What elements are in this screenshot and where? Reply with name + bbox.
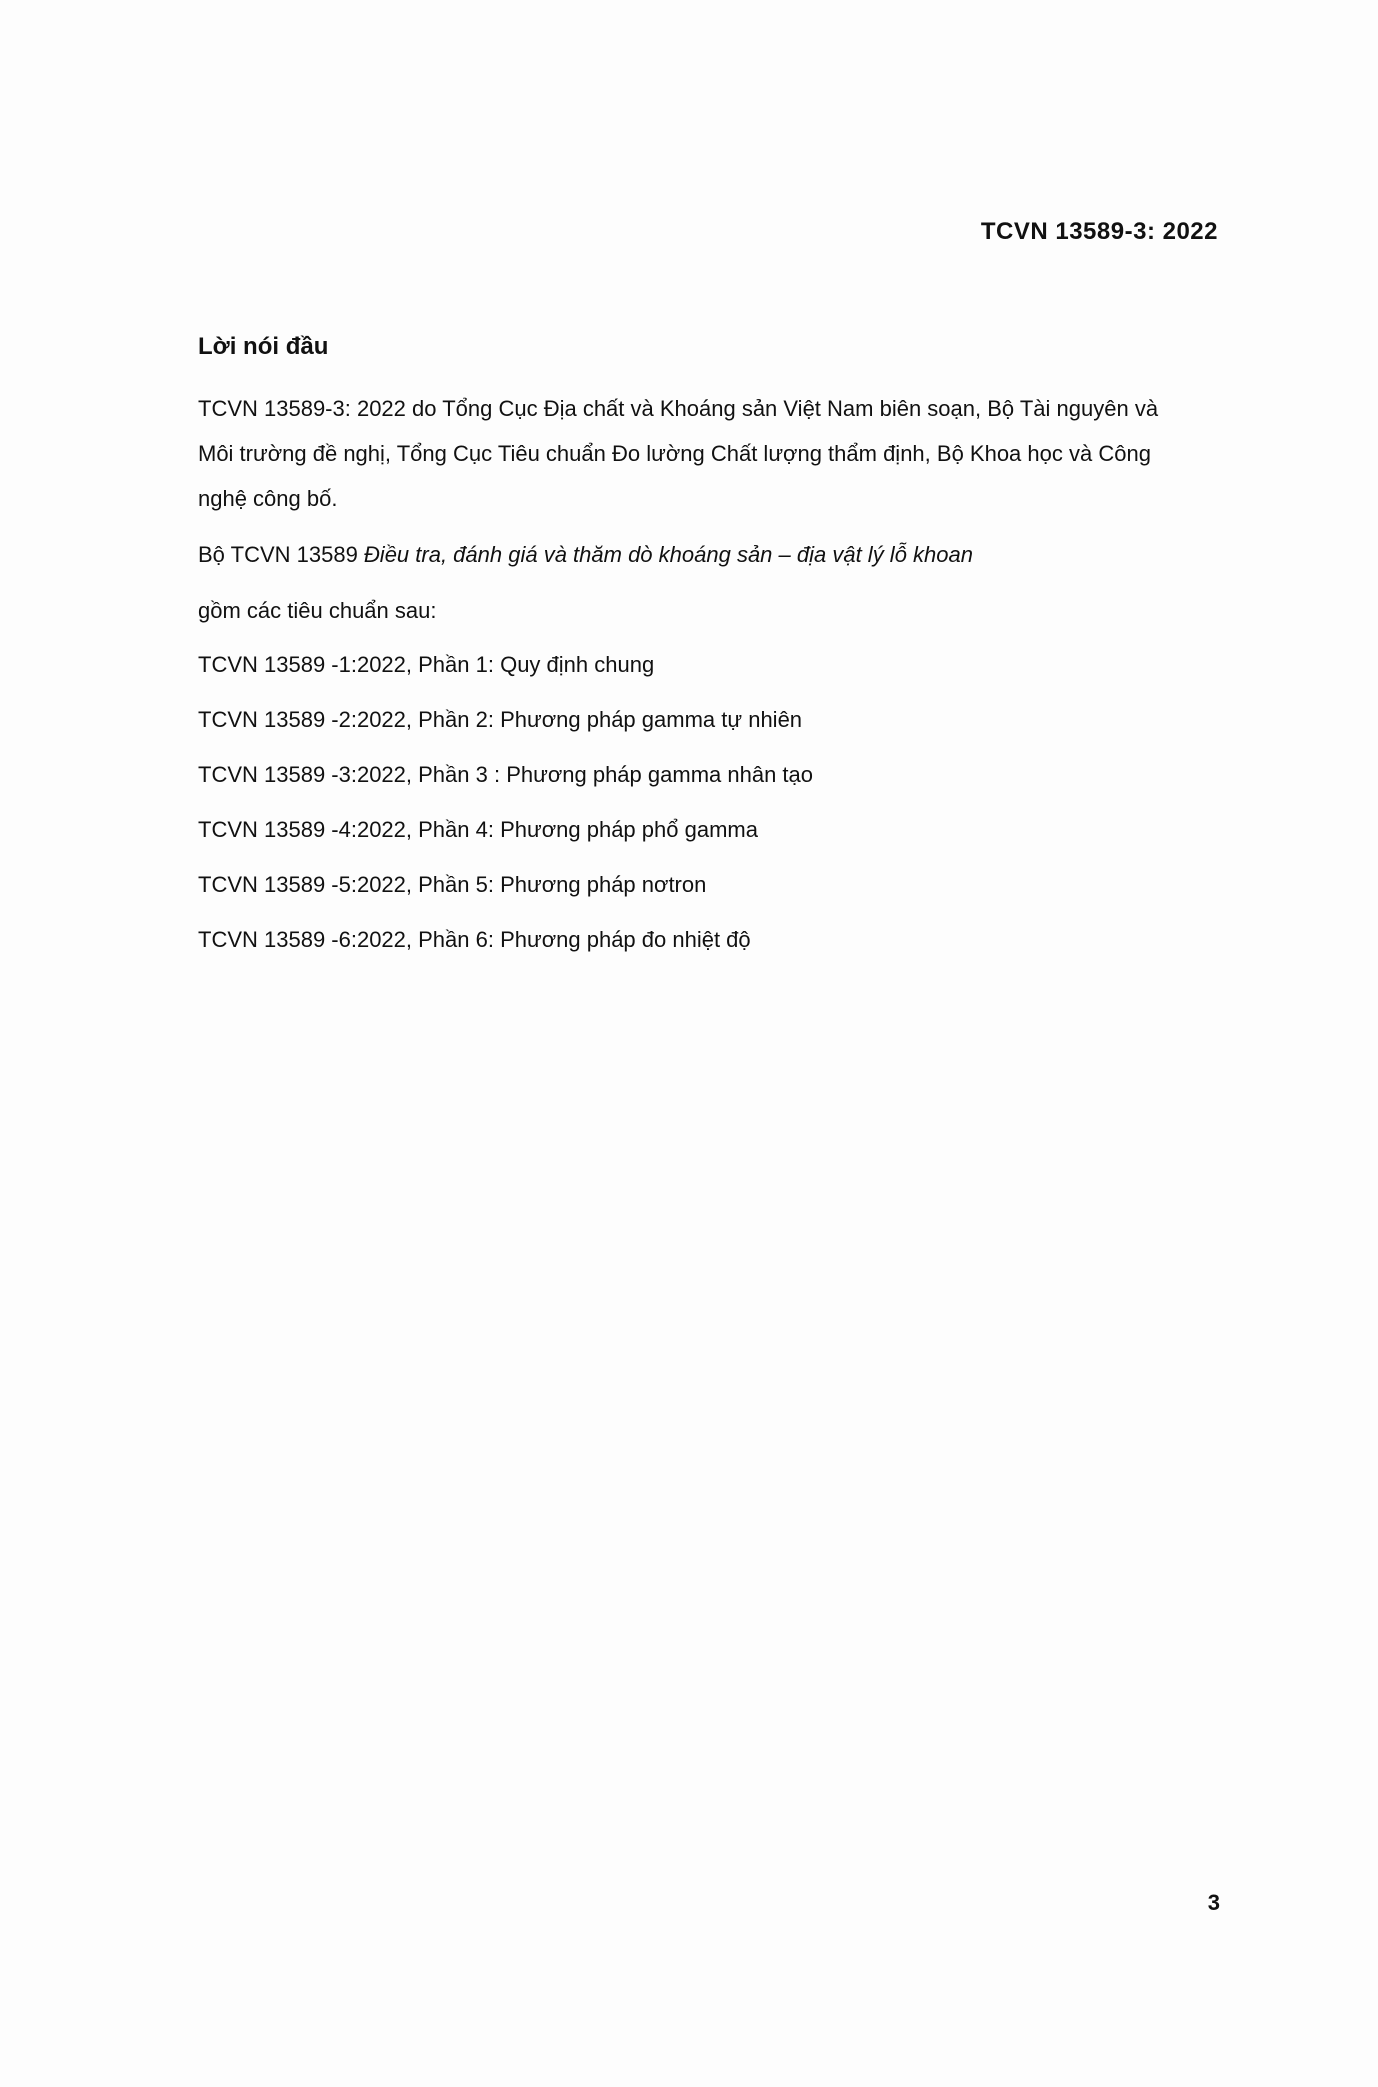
list-item: TCVN 13589 -4:2022, Phần 4: Phương pháp phổ gamma	[198, 817, 758, 842]
page-number: 3	[1207, 1890, 1220, 1915]
foreword-heading: Lời nói đầu	[198, 333, 329, 360]
series-prefix: Bộ TCVN 13589	[198, 542, 364, 567]
list-item: TCVN 13589 -5:2022, Phần 5: Phương pháp nơtron	[198, 872, 707, 897]
list-item: TCVN 13589 -6:2022, Phần 6: Phương pháp đo nhiệt độ	[198, 927, 751, 952]
list-item: TCVN 13589 -1:2022, Phần 1: Quy định chung	[198, 652, 655, 677]
standard-code-header: TCVN 13589-3: 2022	[980, 218, 1218, 245]
list-item: TCVN 13589 -2:2022, Phần 2: Phương pháp gamma tự nhiên	[198, 707, 803, 732]
list-item: TCVN 13589 -3:2022, Phần 3 : Phương pháp gamma nhân tạo	[198, 762, 814, 787]
series-suffix: gồm các tiêu chuẩn sau:	[198, 598, 437, 623]
series-title: Điều tra, đánh giá và thăm dò khoáng sản – địa vật lý lỗ khoan	[363, 542, 973, 567]
parts-list	[198, 650, 813, 980]
intro-paragraph: TCVN 13589-3: 2022 do Tổng Cục Địa chất và Khoáng sản Việt Nam biên soạn, Bộ Tài nguyên và Môi trường đề nghị, Tổng Cục Tiêu chuẩn Đo lường Chất lượng thẩm định, Bộ Khoa học và Công nghệ công bố.	[198, 396, 1159, 511]
foreword-intro	[198, 386, 1178, 521]
series-description	[198, 540, 973, 570]
